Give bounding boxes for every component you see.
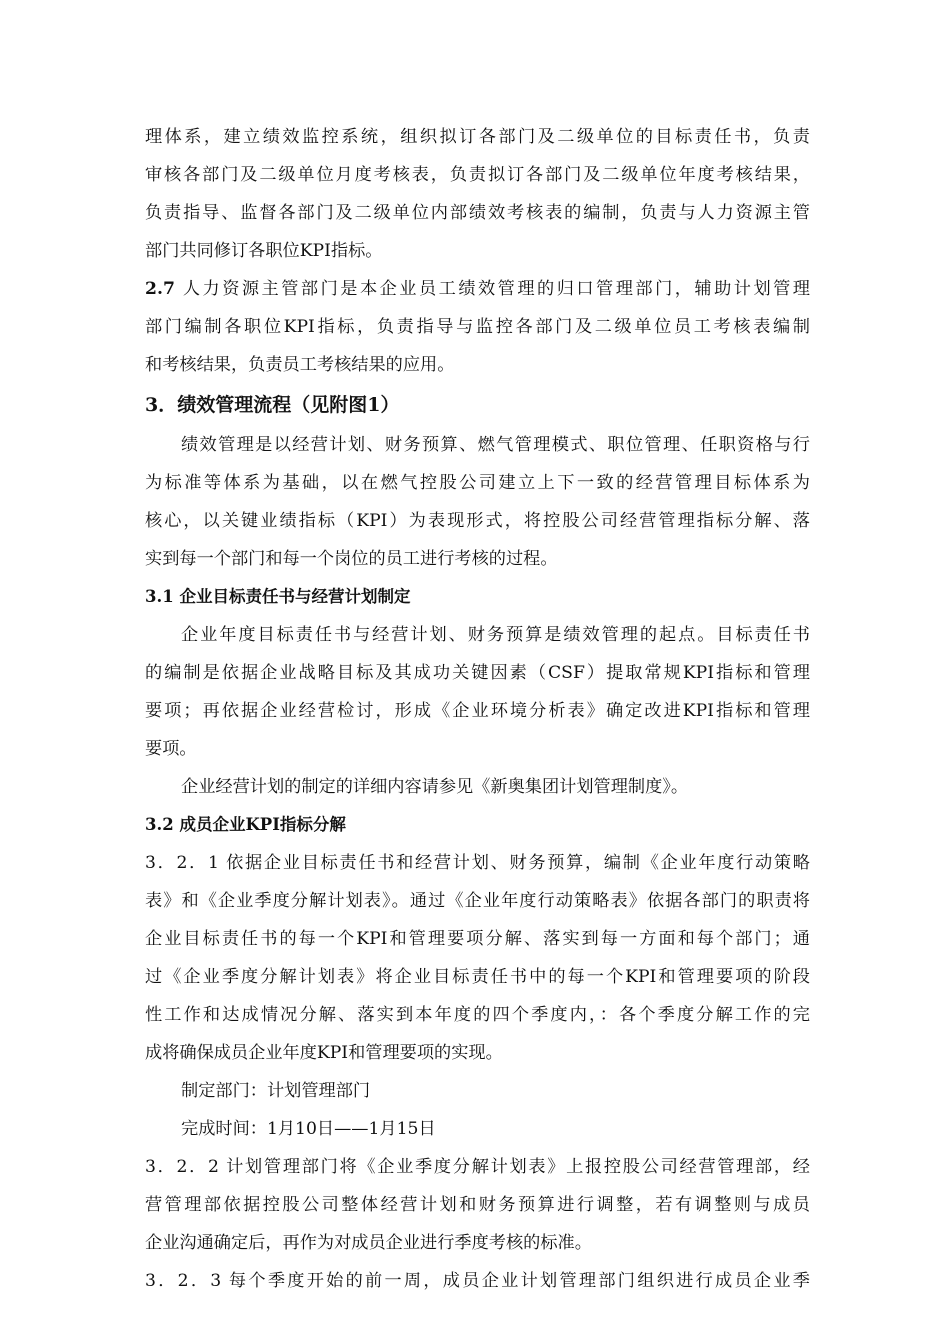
subsection-heading: 3.1 企业目标责任书与经营计划制定 <box>145 587 411 606</box>
paragraph-line: 为标准等体系为基础，以在燃气控股公司建立上下一致的经营管理目标体系为 <box>145 473 810 493</box>
section-heading: 3．绩效管理流程（见附图1） <box>145 394 400 416</box>
paragraph-line: 实到每一个部门和每一个岗位的员工进行考核的过程。 <box>145 549 558 569</box>
paragraph-line: 成将确保成员企业年度KPI和管理要项的实现。 <box>145 1043 503 1063</box>
clause-2-7-line <box>145 270 810 308</box>
paragraph-line: 企业目标责任书的每一个KPI和管理要项分解、落实到每一方面和每个部门；通 <box>145 929 810 949</box>
paragraph-line: 部门共同修订各职位KPI指标。 <box>145 241 383 261</box>
paragraph-line: 绩效管理是以经营计划、财务预算、燃气管理模式、职位管理、任职资格与行 <box>181 435 810 455</box>
subsection-heading: 3.2 成员企业KPI指标分解 <box>145 815 346 834</box>
paragraph-line: 过《企业季度分解计划表》将企业目标责任书中的每一个KPI和管理要项的阶段 <box>145 967 810 987</box>
paragraph-line: 营管理部依据控股公司整体经营计划和财务预算进行调整，若有调整则与成员 <box>145 1195 810 1215</box>
paragraph-line: 完成时间：1月10日——1月15日 <box>181 1119 436 1139</box>
paragraph-line: 企业沟通确定后，再作为对成员企业进行季度考核的标准。 <box>145 1233 592 1253</box>
paragraph-line: 部门编制各职位KPI指标，负责指导与监控各部门及二级单位员工考核表编制 <box>145 317 810 337</box>
paragraph-line: 制定部门：计划管理部门 <box>181 1081 371 1101</box>
paragraph-line: 核心，以关键业绩指标（KPI）为表现形式，将控股公司经营管理指标分解、落 <box>145 511 810 531</box>
paragraph-line: 3．2．2 计划管理部门将《企业季度分解计划表》上报控股公司经营管理部，经 <box>145 1157 810 1177</box>
document-page <box>145 118 810 1300</box>
paragraph-line: 和考核结果，负责员工考核结果的应用。 <box>145 355 455 375</box>
paragraph-line: 理体系，建立绩效监控系统，组织拟订各部门及二级单位的目标责任书，负责 <box>145 127 810 147</box>
paragraph-line: 审核各部门及二级单位月度考核表，负责拟订各部门及二级单位年度考核结果， <box>145 165 810 185</box>
clause-text: 人力资源主管部门是本企业员工绩效管理的归口管理部门，辅助计划管理 <box>174 279 810 299</box>
paragraph-line: 表》和《企业季度分解计划表》。通过《企业年度行动策略表》依据各部门的职责将 <box>145 891 810 911</box>
clause-number: 2.7 <box>145 279 175 299</box>
paragraph-line: 要项；再依据企业经营检讨，形成《企业环境分析表》确定改进KPI指标和管理 <box>145 701 810 721</box>
paragraph-line: 负责指导、监督各部门及二级单位内部绩效考核表的编制，负责与人力资源主管 <box>145 203 810 223</box>
paragraph-line: 的编制是依据企业战略目标及其成功关键因素（CSF）提取常规KPI指标和管理 <box>145 663 810 683</box>
paragraph-line: 性工作和达成情况分解、落实到本年度的四个季度内，：各个季度分解工作的完 <box>145 1005 810 1025</box>
paragraph-line: 3．2．1 依据企业目标责任书和经营计划、财务预算，编制《企业年度行动策略 <box>145 853 810 873</box>
paragraph-line: 要项。 <box>145 739 197 759</box>
paragraph-line: 企业经营计划的制定的详细内容请参见《新奥集团计划管理制度》。 <box>181 777 689 797</box>
paragraph-line: 企业年度目标责任书与经营计划、财务预算是绩效管理的起点。目标责任书 <box>181 625 810 645</box>
paragraph-line: 3．2．3 每个季度开始的前一周，成员企业计划管理部门组织进行成员企业季 <box>145 1271 810 1291</box>
